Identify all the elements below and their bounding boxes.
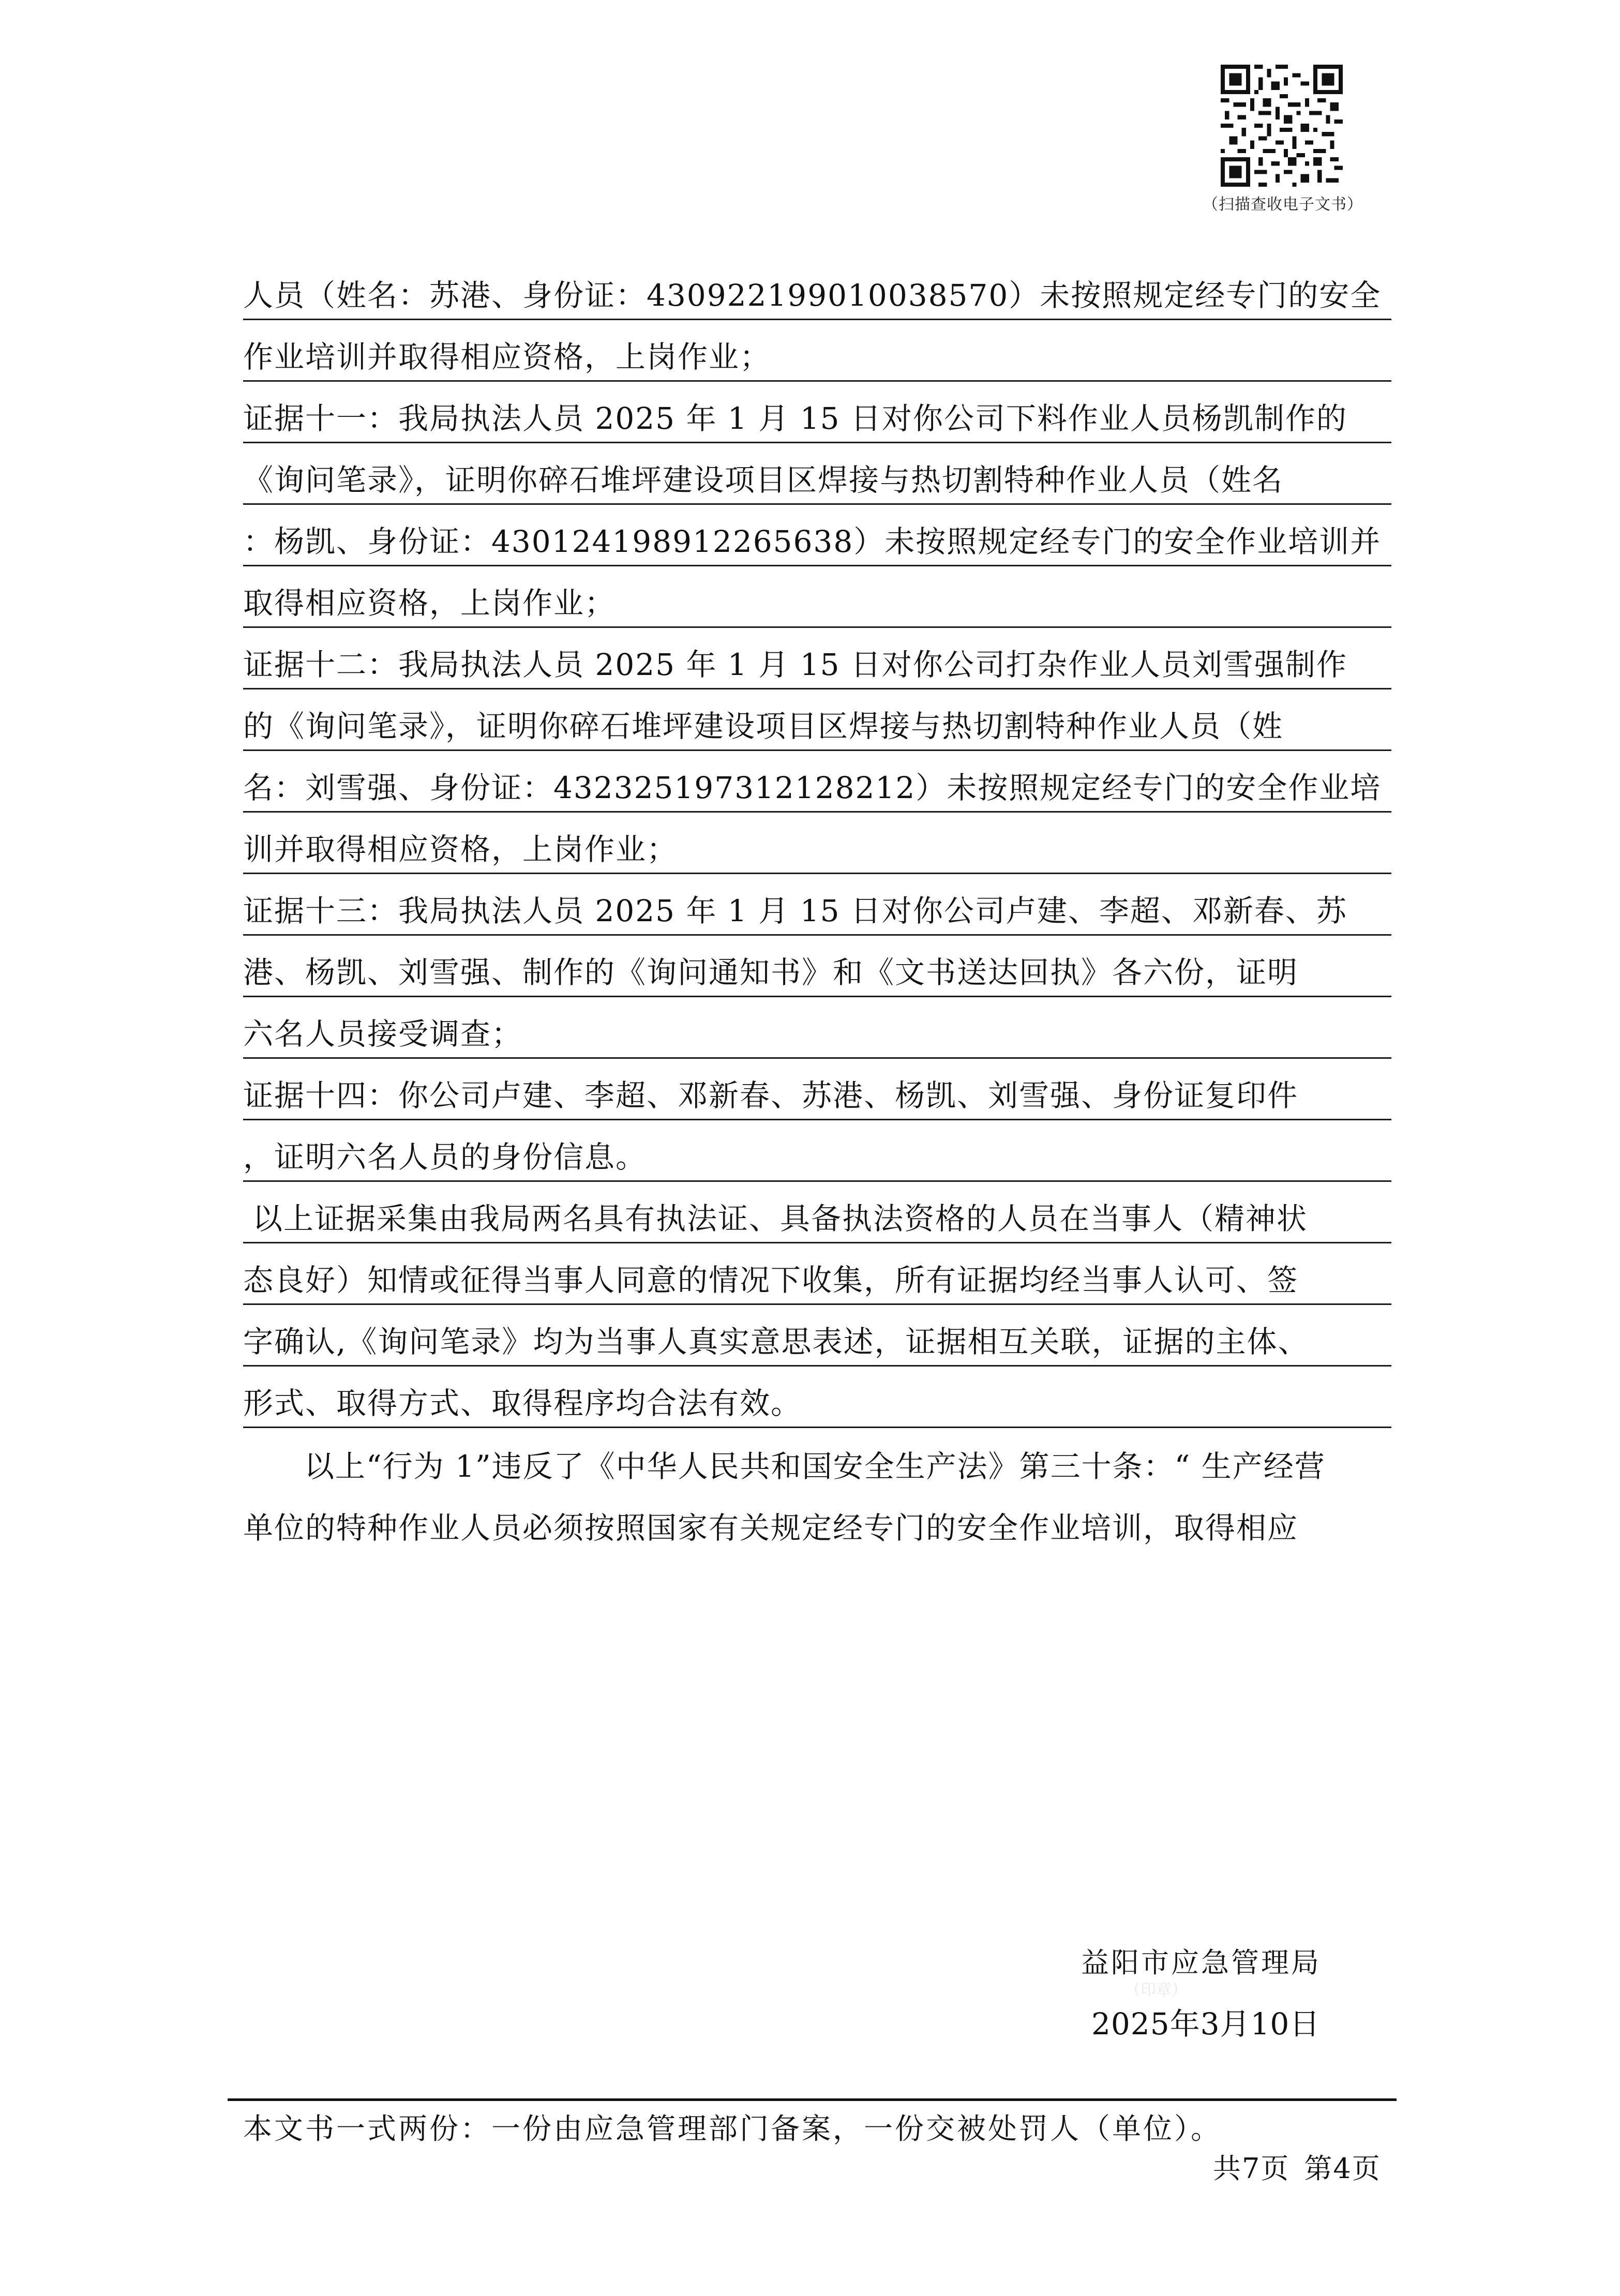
body-line	[243, 1243, 1391, 1305]
body-line	[243, 874, 1391, 936]
qr-caption: （扫描查收电子文书）	[1203, 196, 1363, 214]
qr-code	[1221, 65, 1343, 187]
body-line-text: 取得相应资格，上岗作业；	[243, 586, 616, 621]
body-line-text: 名：刘雪强、身份证：432325197312128212）未按照规定经专门的安全作业培	[243, 770, 1382, 805]
body-line	[243, 259, 1391, 320]
current-page: 第4页	[1304, 2152, 1381, 2185]
body-line	[243, 382, 1391, 443]
footer-divider	[228, 2098, 1397, 2101]
body-line-text: ，证明六名人员的身份信息。	[243, 1139, 647, 1175]
body-line	[243, 1120, 1391, 1182]
body-line-text: 证据十二：我局执法人员 2025 年 1 月 15 日对你公司打杂作业人员刘雪强制作	[243, 647, 1347, 682]
page-indicator	[1213, 2147, 1396, 2186]
body-line	[243, 628, 1391, 689]
body-line-text: ：杨凯、身份证：430124198912265638）未按照规定经专门的安全作业培训并	[243, 524, 1382, 559]
body-line-text: 以上“行为 1”违反了《中华人民共和国安全生产法》第三十条：“ 生产经营	[304, 1449, 1326, 1484]
body-line-text: 证据十三：我局执法人员 2025 年 1 月 15 日对你公司卢建、李超、邓新春、苏	[243, 893, 1347, 928]
body-line-text: 训并取得相应资格，上岗作业；	[243, 832, 678, 867]
footer-note: 本文书一式两份：一份由应急管理部门备案，一份交被处罚人（单位）。	[243, 2112, 1222, 2146]
body-line-text: 的《询问笔录》，证明你碎石堆坪建设项目区焊接与热切割特种作业人员（姓	[243, 709, 1284, 744]
issuing-agency: 益阳市应急管理局	[1081, 1946, 1321, 1979]
seal-placeholder: （印章）	[1125, 1981, 1187, 1999]
body-line	[243, 443, 1391, 505]
body-line	[243, 320, 1391, 382]
document-body	[243, 259, 1391, 1551]
body-line	[243, 1490, 1391, 1551]
body-line	[243, 751, 1391, 813]
body-line	[243, 936, 1391, 997]
body-line-text: 港、杨凯、刘雪强、制作的《询问通知书》和《文书送达回执》各六份，证明	[243, 955, 1299, 990]
body-line	[243, 505, 1391, 566]
body-line-text: 《询问笔录》，证明你碎石堆坪建设项目区焊接与热切割特种作业人员（姓名	[243, 462, 1284, 498]
body-line-text: 单位的特种作业人员必须按照国家有关规定经专门的安全作业培训，取得相应	[243, 1510, 1299, 1545]
body-line	[243, 813, 1391, 874]
body-line-text: 作业培训并取得相应资格，上岗作业；	[243, 339, 771, 374]
body-line-text: 形式、取得方式、取得程序均合法有效。	[243, 1386, 802, 1421]
body-line	[243, 1367, 1391, 1428]
issue-date: 2025年3月10日	[1091, 2006, 1321, 2042]
body-line	[243, 1059, 1391, 1120]
body-line-text: 六名人员接受调查；	[243, 1016, 523, 1052]
body-line	[243, 1428, 1391, 1490]
body-line-text: 以上证据采集由我局两名具有执法证、具备执法资格的人员在当事人（精神状	[252, 1201, 1308, 1236]
body-line	[243, 1305, 1391, 1367]
body-line	[243, 1182, 1391, 1243]
body-line	[243, 689, 1391, 751]
body-line-text: 证据十四：你公司卢建、李超、邓新春、苏港、杨凯、刘雪强、身份证复印件	[243, 1078, 1299, 1113]
body-line-text: 态良好）知情或征得当事人同意的情况下收集，所有证据均经当事人认可、签	[243, 1263, 1299, 1298]
body-line-text: 人员（姓名：苏港、身份证：430922199010038570）未按照规定经专门的安全	[243, 278, 1382, 313]
body-line	[243, 566, 1391, 628]
body-line-text: 证据十一：我局执法人员 2025 年 1 月 15 日对你公司下料作业人员杨凯制作的	[243, 401, 1347, 436]
body-line-text: 字确认,《询问笔录》均为当事人真实意思表述，证据相互关联，证据的主体、	[243, 1324, 1309, 1359]
body-line	[243, 997, 1391, 1059]
total-pages: 共7页	[1213, 2152, 1290, 2185]
